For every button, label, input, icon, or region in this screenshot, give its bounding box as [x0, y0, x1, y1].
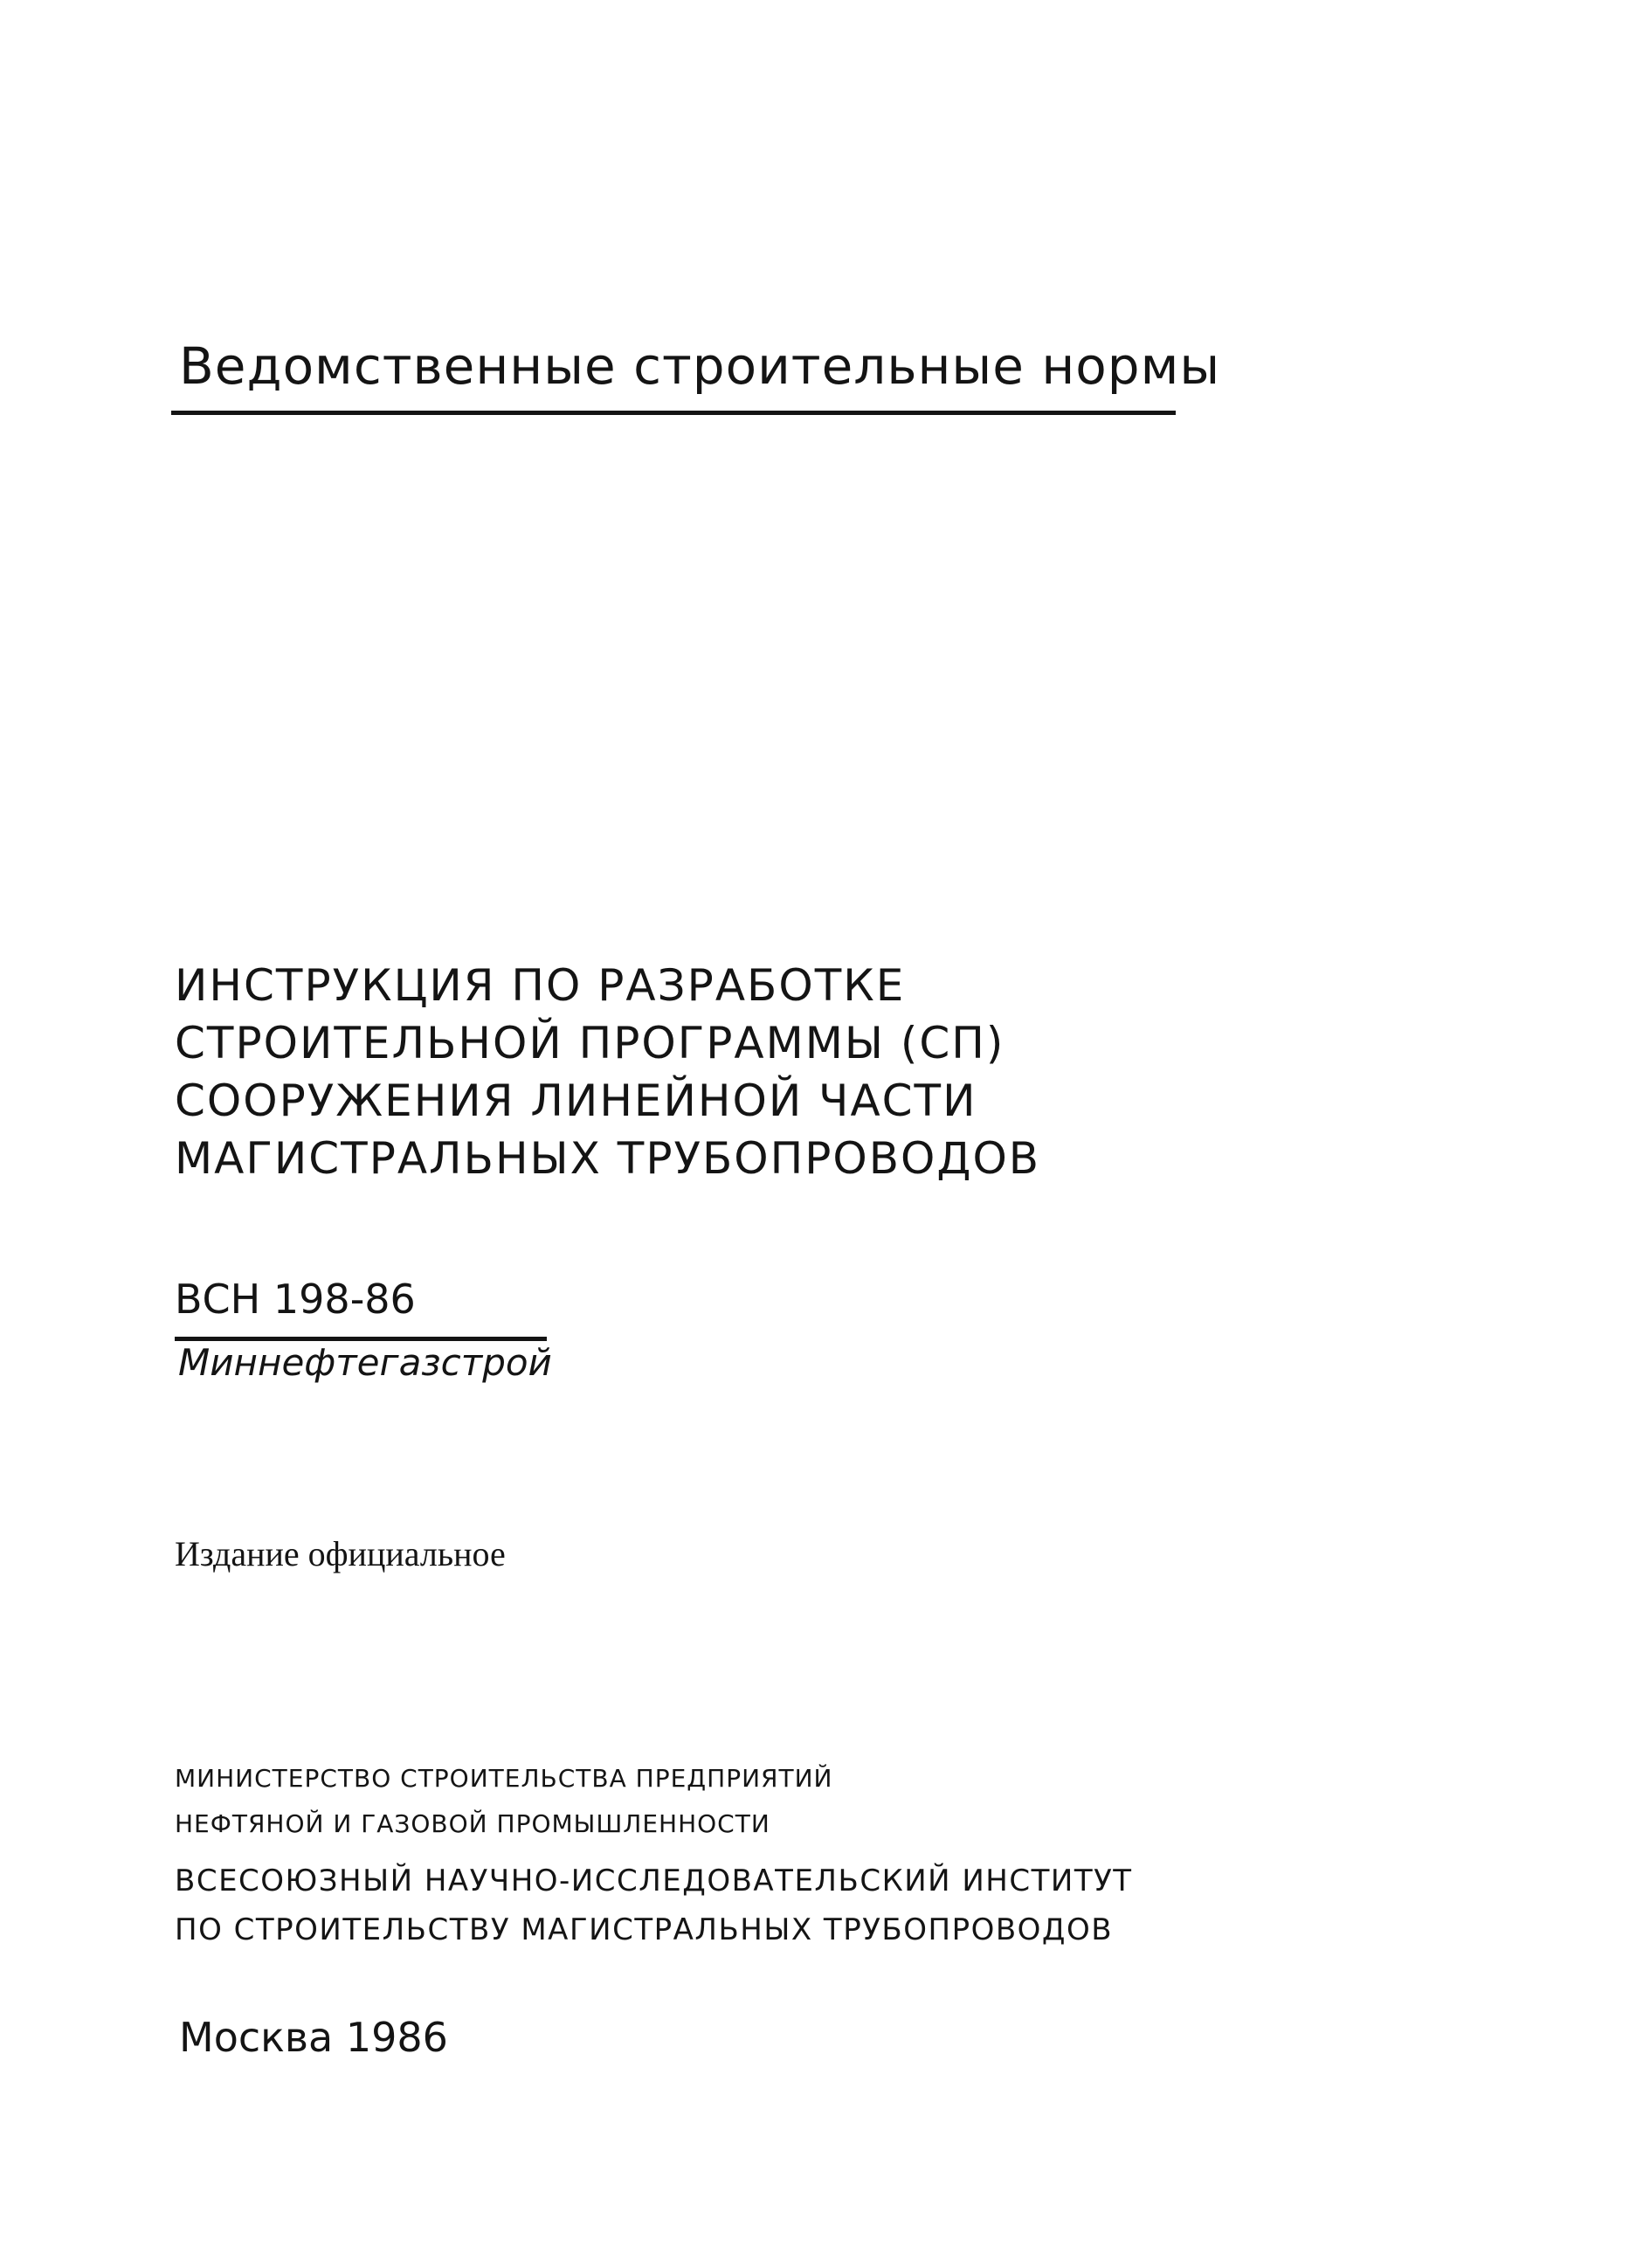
- document-title: [175, 957, 1267, 1187]
- series-title-underline: [171, 411, 1176, 415]
- series-title: Ведомственные строительные нормы: [179, 336, 1221, 396]
- document-title-line: ИНСТРУКЦИЯ ПО РАЗРАБОТКЕ: [175, 960, 906, 1011]
- ministry-name-line: МИНИСТЕРСТВО СТРОИТЕЛЬСТВА ПРЕДПРИЯТИЙ: [175, 1764, 833, 1793]
- document-title-line: МАГИСТРАЛЬНЫХ ТРУБОПРОВОДОВ: [175, 1133, 1041, 1184]
- document-title-line: СООРУЖЕНИЯ ЛИНЕЙНОЙ ЧАСТИ: [175, 1075, 977, 1126]
- ministry-name-line: НЕФТЯНОЙ И ГАЗОВОЙ ПРОМЫШЛЕННОСТИ: [175, 1809, 770, 1838]
- edition-label: Издание официальное: [175, 1534, 506, 1573]
- ministry-name: [175, 1756, 832, 1847]
- institute-name-line: ПО СТРОИТЕЛЬСТВУ МАГИСТРАЛЬНЫХ ТРУБОПРОВОДОВ: [175, 1912, 1114, 1947]
- issuing-agency: Миннефтегазстрой: [178, 1341, 552, 1384]
- document-title-line: СТРОИТЕЛЬНОЙ ПРОГРАММЫ (СП): [175, 1018, 1005, 1068]
- publication-city-year: Москва 1986: [179, 2014, 448, 2061]
- document-code: ВСН 198-86: [175, 1276, 416, 1323]
- institute-name: [175, 1857, 1133, 1954]
- institute-name-line: ВСЕСОЮЗНЫЙ НАУЧНО-ИССЛЕДОВАТЕЛЬСКИЙ ИНСТИТУТ: [175, 1863, 1133, 1898]
